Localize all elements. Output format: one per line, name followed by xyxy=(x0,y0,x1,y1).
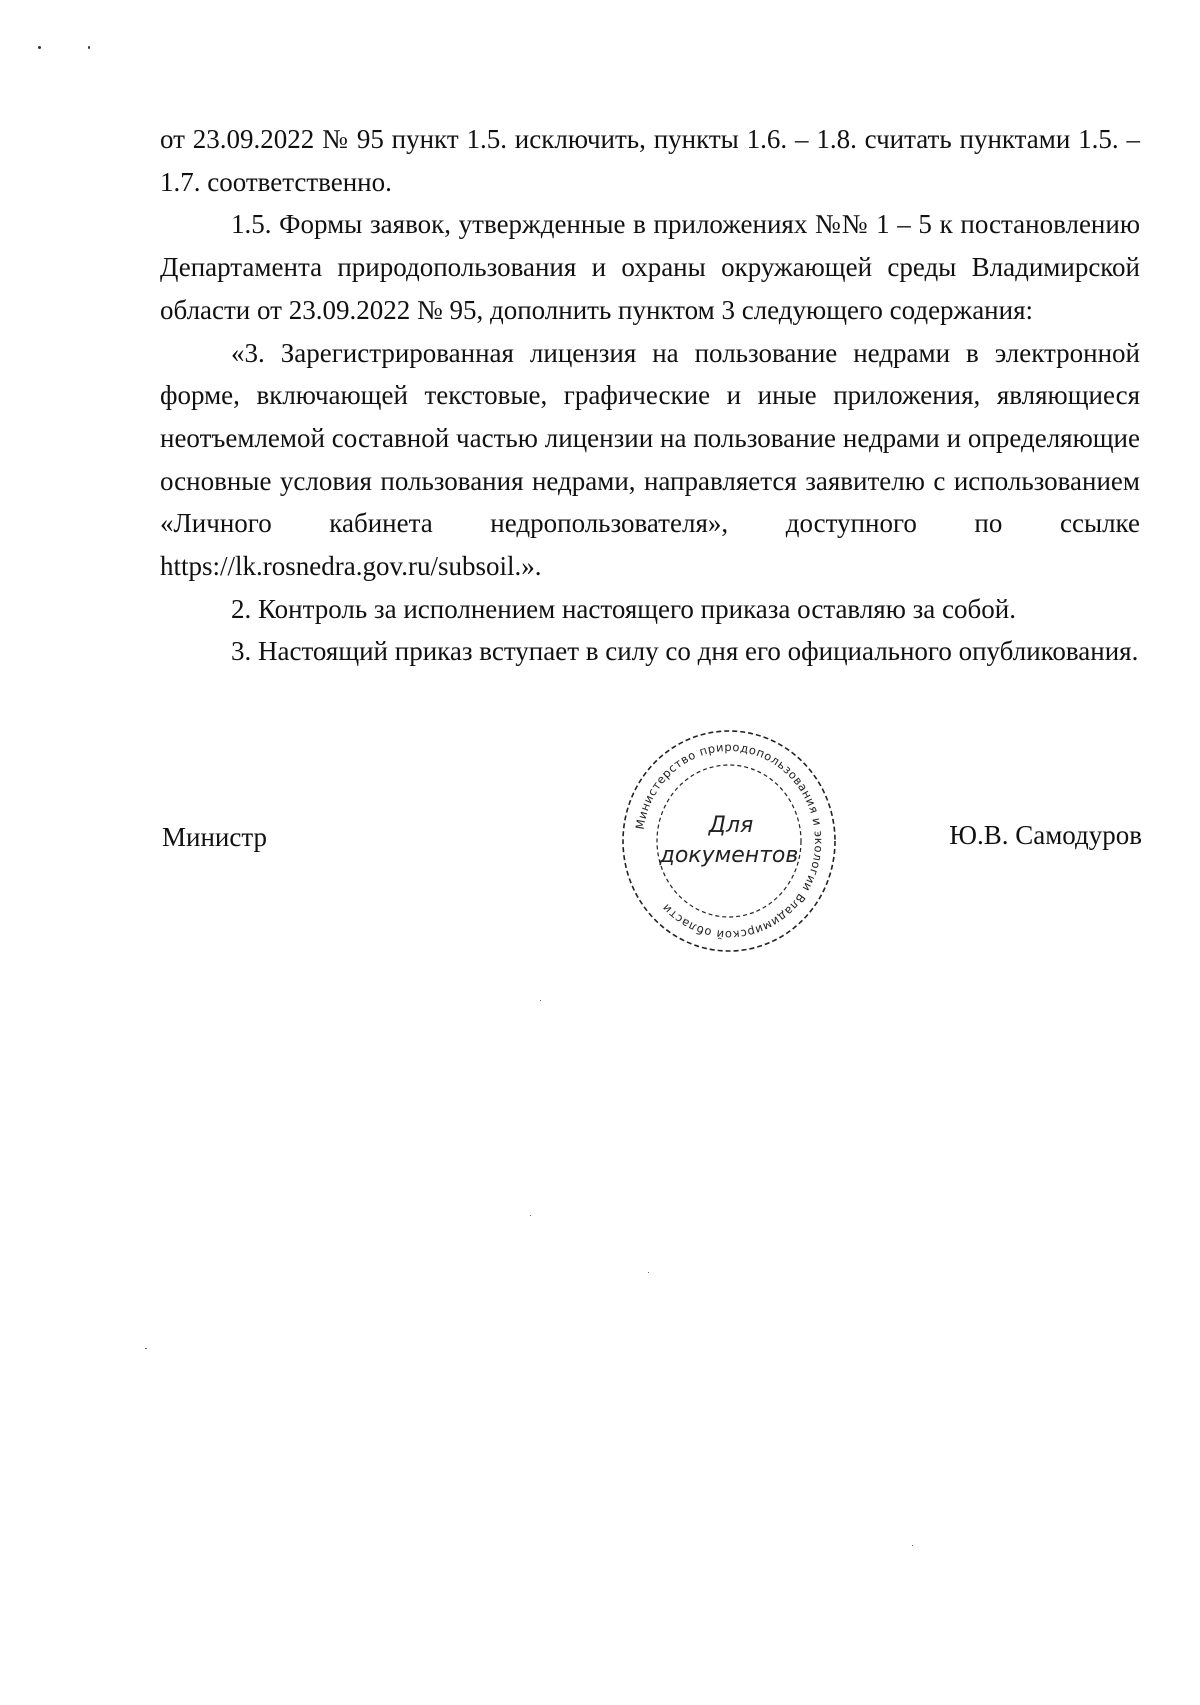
signatory-name: Ю.В. Самодуров xyxy=(949,820,1142,850)
stamp-ring-text xyxy=(633,740,826,942)
scan-speck xyxy=(145,1348,147,1349)
paragraph-item-3: 3. Настоящий приказ вступает в силу со дня его официального опубликования. xyxy=(231,636,1139,667)
stamp-center-line-2: документов xyxy=(659,843,799,868)
signatory-position: Министр xyxy=(162,822,267,852)
scan-speck xyxy=(38,46,41,49)
scan-speck xyxy=(912,1545,913,1546)
scan-speck xyxy=(648,1272,649,1273)
official-stamp-seal xyxy=(615,722,843,960)
paragraph-quoted-item-3: «3. Зарегистрированная лицензия на пользование недрами в электронной форме, включающей текстовые, графические и иные приложения, являющиеся неотъемлемой составной частью лицензии на пользование недрами и определяющие основные условия пользования недрами, направляется заявителю с использованием «Личного кабинета недропользователя», доступного по ссылке https://lk.rosnedra.gov.ru/subsoil.». xyxy=(160,337,1140,582)
paragraph-continuation: от 23.09.2022 № 95 пункт 1.5. исключить, пункты 1.6. – 1.8. считать пунктами 1.5. – 1.7. соответственно. xyxy=(160,124,1140,197)
stamp-center-line-1: Для xyxy=(708,813,754,838)
scan-speck xyxy=(530,1215,531,1216)
paragraph-item-2: 2. Контроль за исполнением настоящего приказа оставляю за собой. xyxy=(231,593,1016,624)
scan-speck xyxy=(88,46,90,49)
scan-speck xyxy=(540,1000,541,1001)
paragraph-item-1-5: 1.5. Формы заявок, утвержденные в приложениях №№ 1 – 5 к постановлению Департамента природопользования и охраны окружающей среды Владимирской области от 23.09.2022 № 95, дополнить пунктом 3 следующего содержания: xyxy=(160,209,1140,325)
document-body xyxy=(160,118,1140,673)
stamp-ring-textpath: Министерство природопользования и экологии Владимирской области xyxy=(632,739,827,943)
